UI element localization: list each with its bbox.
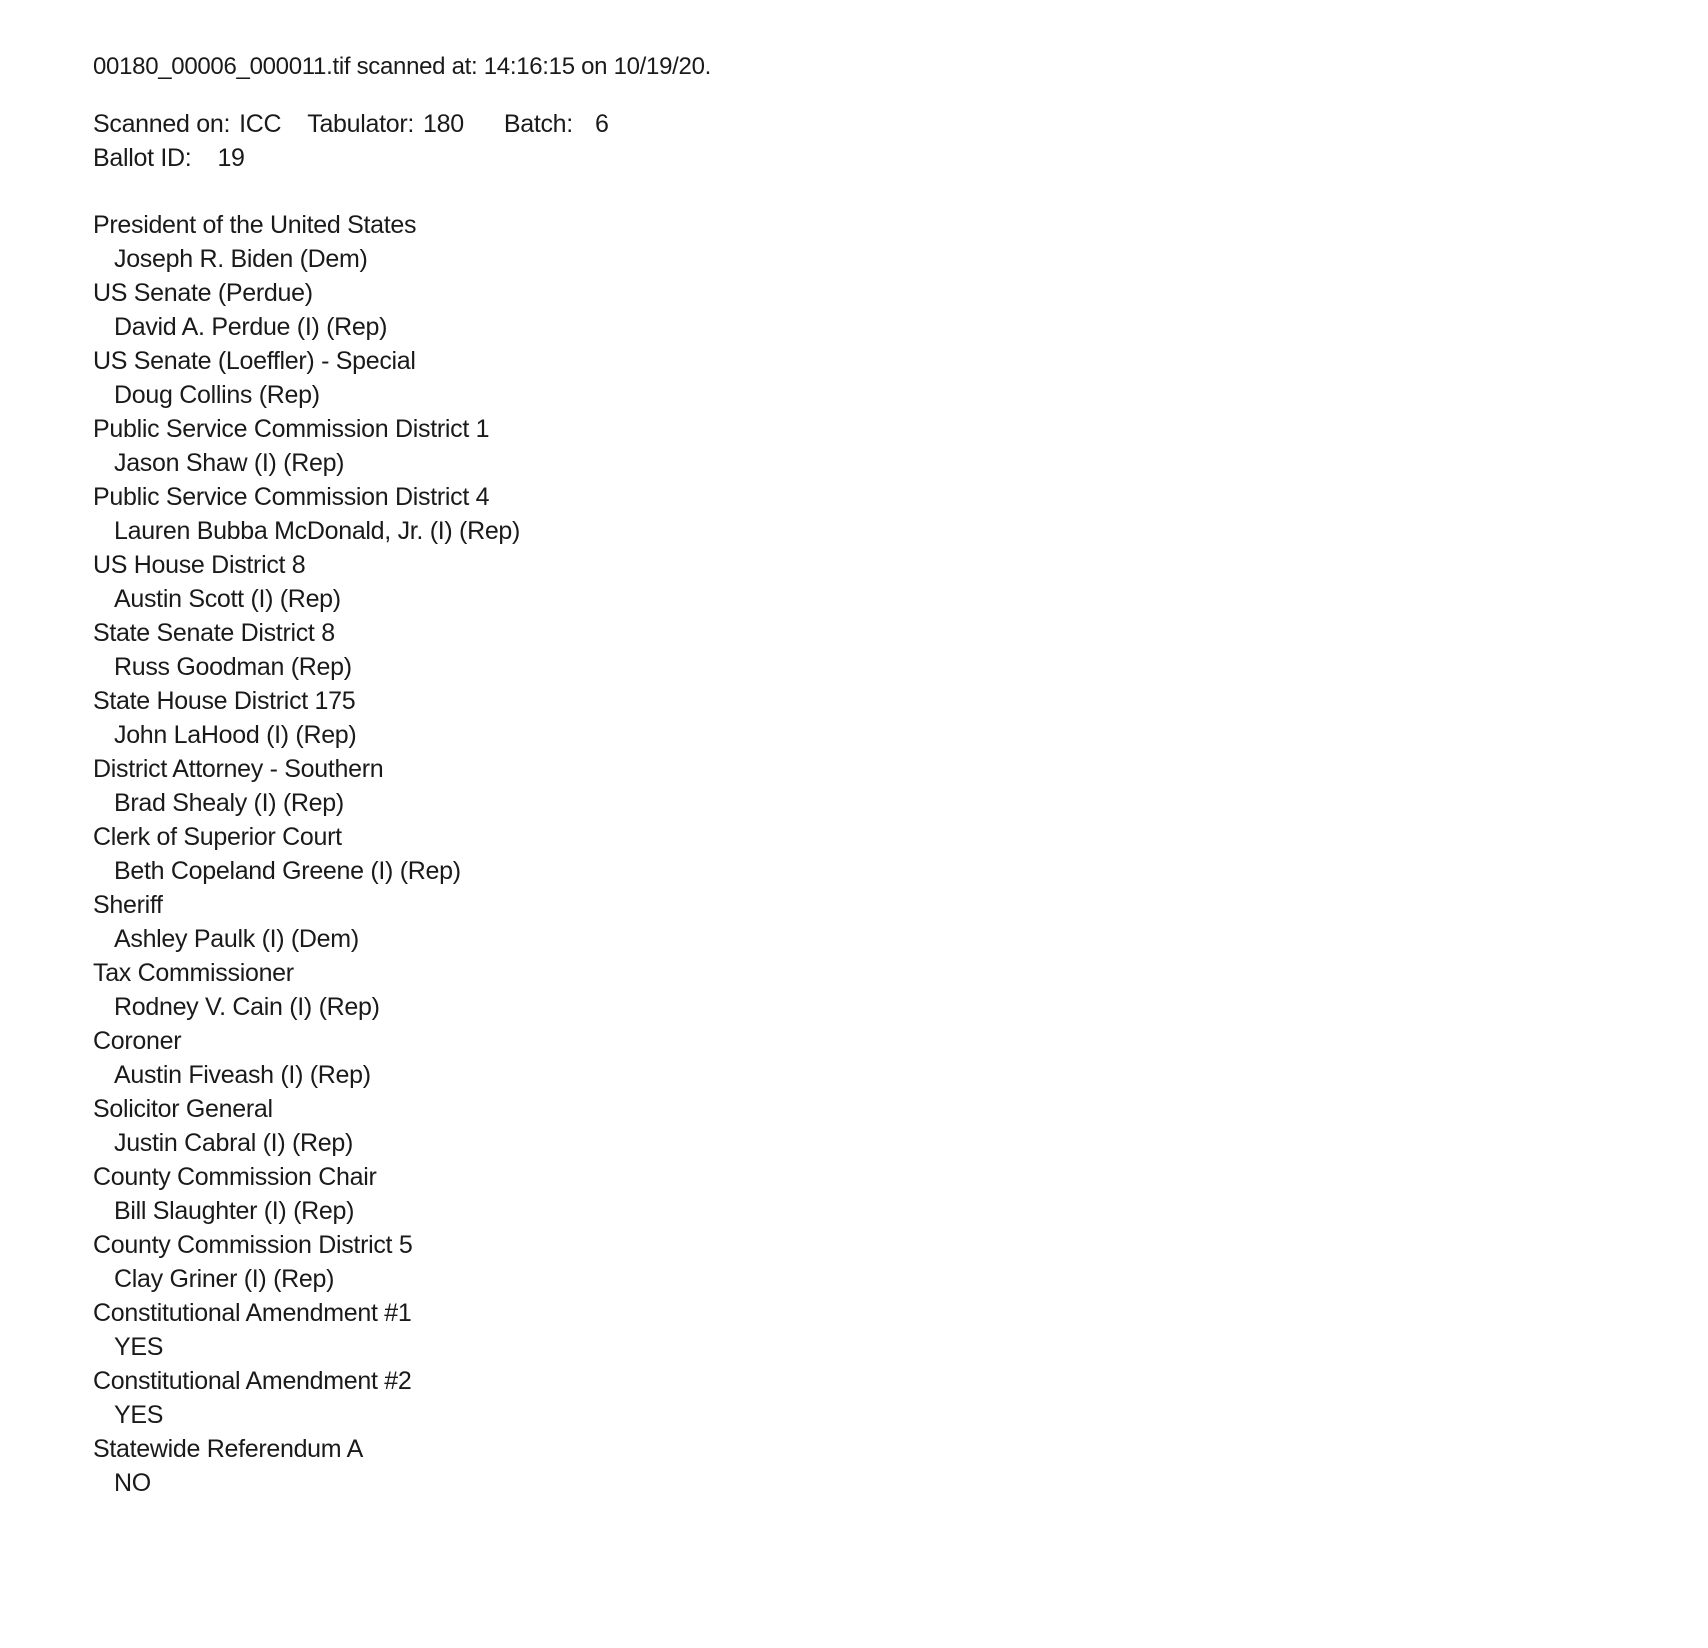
- contest-name: US Senate (Loeffler) - Special: [93, 347, 416, 375]
- contest-selection: Bill Slaughter (I) (Rep): [114, 1197, 355, 1225]
- contest-selection: Rodney V. Cain (I) (Rep): [114, 993, 380, 1021]
- contest-name: Constitutional Amendment #2: [93, 1367, 412, 1395]
- ballot-id-line: [93, 141, 1668, 175]
- contest-selection: NO: [114, 1469, 151, 1497]
- contest-selection: Beth Copeland Greene (I) (Rep): [114, 857, 461, 885]
- contest-name: Public Service Commission District 1: [93, 415, 490, 443]
- ballot-id-label: Ballot ID:: [93, 144, 192, 172]
- scanned-on-label: Scanned on:: [93, 110, 231, 138]
- contest-name: District Attorney - Southern: [93, 755, 384, 783]
- contest-selection: Ashley Paulk (I) (Dem): [114, 925, 359, 953]
- contest-selection: Brad Shealy (I) (Rep): [114, 789, 344, 817]
- contest-name: US House District 8: [93, 551, 306, 579]
- scanner-value: ICC: [239, 110, 282, 138]
- batch-value: 6: [594, 110, 609, 138]
- contest-selection: Joseph R. Biden (Dem): [114, 245, 368, 273]
- contest-name: Sheriff: [93, 891, 163, 919]
- contest-name: Statewide Referendum A: [93, 1435, 363, 1463]
- contest-name: State House District 175: [93, 687, 356, 715]
- contest-selection: YES: [114, 1401, 164, 1429]
- scan-file-line: 00180_00006_000011.tif scanned at: 14:16:15 on 10/19/20.: [93, 53, 711, 80]
- contest-selection: John LaHood (I) (Rep): [114, 721, 357, 749]
- contest-name: President of the United States: [93, 211, 417, 239]
- scan-info-line: [93, 107, 1668, 141]
- contest-selection: Justin Cabral (I) (Rep): [114, 1129, 353, 1157]
- contest-name: County Commission District 5: [93, 1231, 413, 1259]
- contest-selection: Austin Scott (I) (Rep): [114, 585, 341, 613]
- contest-name: US Senate (Perdue): [93, 279, 313, 307]
- contest-name: County Commission Chair: [93, 1163, 377, 1191]
- contest-name: Constitutional Amendment #1: [93, 1299, 412, 1327]
- batch-label: Batch:: [503, 110, 573, 138]
- contest-name: State Senate District 8: [93, 619, 335, 647]
- contest-name: Clerk of Superior Court: [93, 823, 342, 851]
- contest-selection: Doug Collins (Rep): [114, 381, 320, 409]
- tabulator-label: Tabulator:: [307, 110, 415, 138]
- contest-selection: Lauren Bubba McDonald, Jr. (I) (Rep): [114, 517, 521, 545]
- contest-list: [93, 208, 1668, 1500]
- contest-name: Solicitor General: [93, 1095, 273, 1123]
- contest-selection: Jason Shaw (I) (Rep): [114, 449, 345, 477]
- contest-selection: Russ Goodman (Rep): [114, 653, 352, 681]
- contest-selection: David A. Perdue (I) (Rep): [114, 313, 388, 341]
- contest-selection: YES: [114, 1333, 164, 1361]
- contest-selection: Austin Fiveash (I) (Rep): [114, 1061, 371, 1089]
- contest-name: Coroner: [93, 1027, 182, 1055]
- contest-name: Public Service Commission District 4: [93, 483, 490, 511]
- tabulator-value: 180: [423, 110, 464, 138]
- contest-selection: Clay Griner (I) (Rep): [114, 1265, 335, 1293]
- ballot-id-value: 19: [217, 144, 245, 172]
- contest-name: Tax Commissioner: [93, 959, 294, 987]
